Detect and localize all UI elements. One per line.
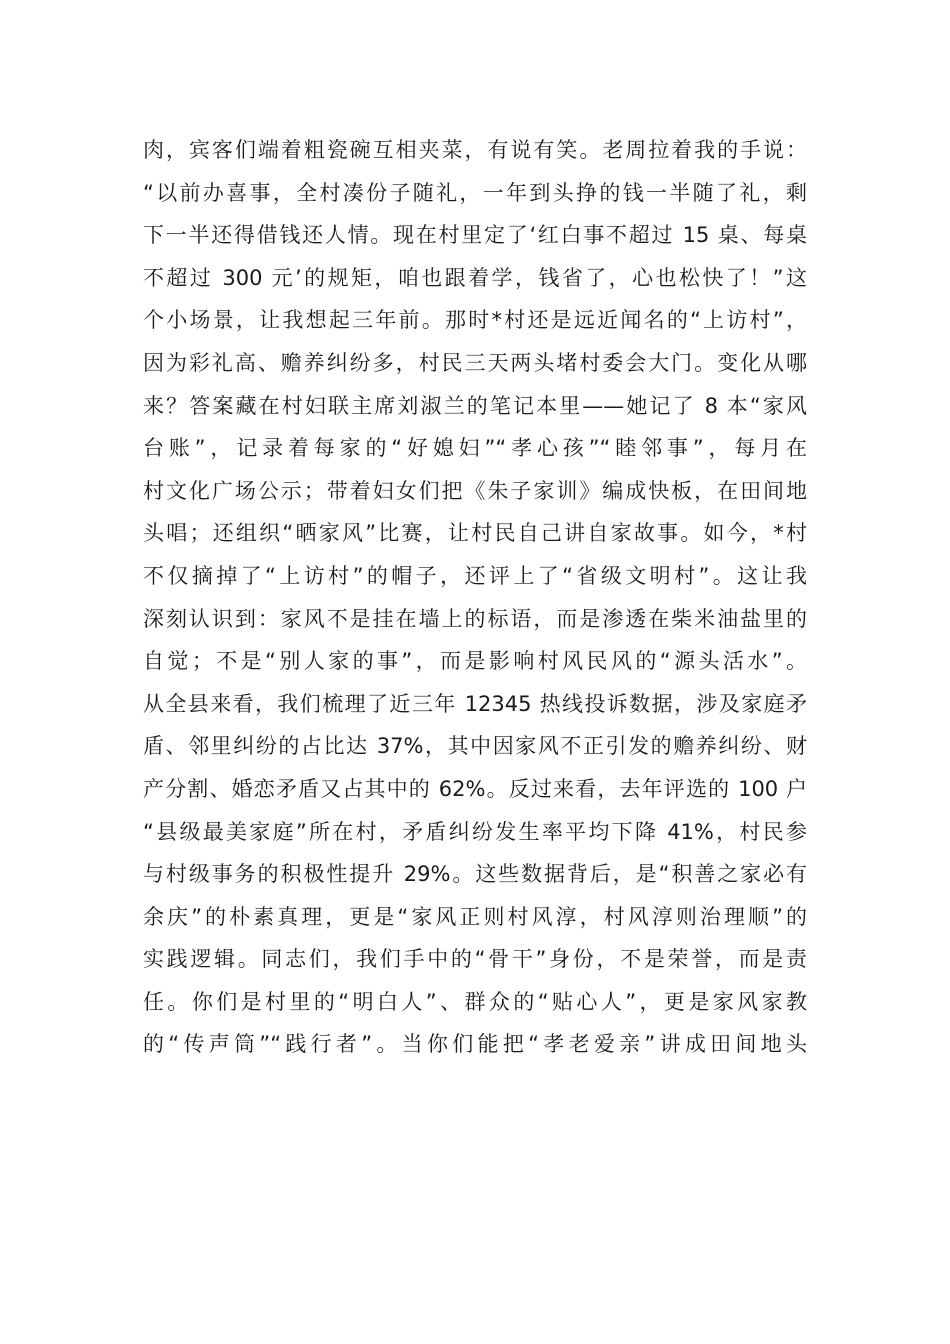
text-line: 任。你们是村里的“明白人”、群众的“贴心人”，更是家风家教 (143, 989, 807, 1014)
text-line: 台账”，记录着每家的“好媳妇”“孝心孩”“睦邻事”，每月在 (143, 436, 807, 461)
text-line: 不仅摘掉了“上访村”的帽子，还评上了“省级文明村”。这让我 (143, 563, 807, 588)
body-text (143, 129, 807, 1066)
text-line: 因为彩礼高、赡养纠纷多，村民三天两头堵村委会大门。变化从哪 (143, 350, 807, 375)
text-line: 下一半还得借钱还人情。现在村里定了‘红白事不超过 15 桌、每桌 (143, 223, 807, 248)
text-line: “以前办喜事，全村凑份子随礼，一年到头挣的钱一半随了礼，剩 (143, 180, 807, 205)
text-line: 村文化广场公示；带着妇女们把《朱子家训》编成快板，在田间地 (143, 478, 807, 503)
text-line: 产分割、婚恋矛盾又占其中的 62%。反过来看，去年评选的 100 户 (143, 776, 807, 801)
text-line: 余庆”的朴素真理，更是“家风正则村风淳，村风淳则治理顺”的 (143, 904, 807, 929)
text-line: 从全县来看，我们梳理了近三年 12345 热线投诉数据，涉及家庭矛 (143, 691, 807, 716)
text-line: 来？答案藏在村妇联主席刘淑兰的笔记本里——她记了 8 本“家风 (143, 393, 807, 418)
text-line: 与村级事务的积极性提升 29%。这些数据背后，是“积善之家必有 (143, 862, 807, 887)
text-line: 实践逻辑。同志们，我们手中的“骨干”身份，不是荣誉，而是责 (143, 947, 807, 972)
text-line: 的“传声筒”“践行者”。当你们能把“孝老爱亲”讲成田间地头 (143, 1032, 807, 1057)
text-line: 肉，宾客们端着粗瓷碗互相夹菜，有说有笑。老周拉着我的手说： (143, 138, 807, 162)
text-line: 深刻认识到：家风不是挂在墙上的标语，而是渗透在柴米油盐里的 (143, 606, 807, 631)
text-line: 自觉；不是“别人家的事”，而是影响村风民风的“源头活水”。 (143, 649, 807, 674)
text-line: 头唱；还组织“晒家风”比赛，让村民自己讲自家故事。如今，*村 (143, 521, 807, 546)
text-line: 盾、邻里纠纷的占比达 37%，其中因家风不正引发的赡养纠纷、财 (143, 734, 807, 759)
text-line: 不超过 300 元’的规矩，咱也跟着学，钱省了，心也松快了！”这 (143, 265, 807, 290)
text-line: 个小场景，让我想起三年前。那时*村还是远近闻名的“上访村”， (143, 308, 807, 333)
text-line: “县级最美家庭”所在村，矛盾纠纷发生率平均下降 41%，村民参 (143, 819, 807, 844)
